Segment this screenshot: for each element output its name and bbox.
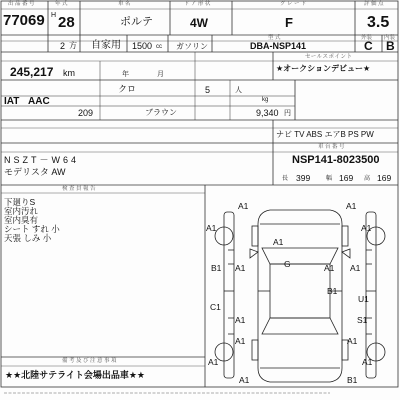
mileage-unit: km <box>63 68 75 78</box>
equipment-list: ナビ TV ABS エアB PS PW <box>276 130 374 139</box>
damage-mark: A1 <box>350 263 361 273</box>
fuel-type: ガソリン <box>176 42 208 51</box>
damage-mark: A1 <box>235 336 246 346</box>
body-color: クロ <box>118 84 137 94</box>
interior-grade: B <box>386 39 395 53</box>
damage-mark: A1 <box>238 201 249 211</box>
label-model-code: 型式 <box>268 35 283 41</box>
registration-number: 2 <box>60 41 66 51</box>
label-car-name: 車名 <box>118 1 133 7</box>
model-code: DBA-NSP141 <box>250 41 307 51</box>
damage-mark: B1 <box>347 375 358 385</box>
recycle-fee-unit: 円 <box>284 110 291 117</box>
label-doors: ドア形状 <box>184 1 212 7</box>
damage-mark: B1 <box>327 286 338 296</box>
label-remarks: 備考及び注意事項 <box>62 358 119 364</box>
displacement: 1500 <box>132 41 153 51</box>
door-type: 4W <box>190 16 208 30</box>
damage-mark: S1 <box>357 315 368 325</box>
damage-mark: A1 <box>324 263 335 273</box>
weight-unit: kg <box>262 97 269 103</box>
registration-kanji: 方 <box>69 41 77 50</box>
damage-mark: A1 <box>206 223 217 233</box>
inspection-month-unit: 月 <box>157 71 164 78</box>
damage-mark: A1 <box>362 357 373 367</box>
damage-mark: A1 <box>239 375 250 385</box>
label-sales-point: セールスポイント <box>305 54 353 60</box>
chassis-number: NSP141-8023500 <box>292 154 380 166</box>
inspector-note: 下廻りS <box>4 197 36 207</box>
damage-mark: A1 <box>346 201 357 211</box>
grade: F <box>285 15 293 30</box>
damage-mark: C1 <box>210 302 221 312</box>
color-code: 209 <box>78 108 94 118</box>
damage-mark: A1 <box>235 263 246 273</box>
damage-mark: A1 <box>361 223 372 233</box>
damage-mark: B1 <box>211 263 222 273</box>
label-grade: グレード <box>280 1 309 7</box>
damage-mark: A1 <box>235 315 246 325</box>
car-name: ポルテ <box>120 16 153 28</box>
damage-mark: A1 <box>208 357 219 367</box>
height-value: 169 <box>377 173 392 183</box>
remarks-text: ★★北陸サテライト会場出品車★★ <box>5 370 146 380</box>
inspector-note: 天張 しみ 小 <box>4 233 52 243</box>
label-score: 評価点 <box>364 1 386 7</box>
seating-capacity: 5 <box>205 85 211 95</box>
usage: 自家用 <box>91 40 121 51</box>
length-label: 長 <box>282 176 289 182</box>
label-exterior: 外装 <box>361 35 373 41</box>
inspector-note: 室内汚れ <box>4 206 39 216</box>
label-lot-number: 出品番号 <box>8 1 37 7</box>
height-label: 高 <box>364 176 371 182</box>
inspection-year-unit: 年 <box>122 71 129 78</box>
damage-mark: A1 <box>273 237 284 247</box>
auction-score: 3.5 <box>367 14 390 31</box>
model-year: 28 <box>58 14 75 31</box>
mileage: 245,217 <box>10 65 54 79</box>
width-value: 169 <box>339 173 354 183</box>
displacement-unit: cc <box>156 44 162 50</box>
seating-capacity-unit: 人 <box>235 87 242 94</box>
label-inspector-report: 検査員報告 <box>62 186 98 192</box>
lot-number: 77069 <box>3 12 45 29</box>
air-conditioning: AAC <box>28 96 50 107</box>
transmission: IAT <box>4 96 20 107</box>
damage-mark: A1 <box>347 336 358 346</box>
length-value: 399 <box>296 173 311 183</box>
interior-color: ブラウン <box>145 108 177 117</box>
damage-mark: U1 <box>358 294 369 304</box>
era: H <box>51 12 57 19</box>
option-aero: モデリスタ AW <box>4 167 66 177</box>
inspector-note: 室内臭有 <box>4 215 39 225</box>
exterior-grade: C <box>364 39 373 53</box>
damage-mark: G <box>284 259 291 269</box>
width-label: 幅 <box>326 176 333 182</box>
option-code: NSZT－W64 <box>4 155 80 165</box>
inspector-note: シート すれ 小 <box>4 224 60 234</box>
recycle-fee: 9,340 <box>256 108 279 118</box>
label-year: 年式 <box>55 1 70 7</box>
label-interior: 内装 <box>384 35 396 41</box>
sales-point-text: ★オークションデビュー★ <box>276 64 371 73</box>
label-chassis-number: 車台番号 <box>318 144 347 150</box>
